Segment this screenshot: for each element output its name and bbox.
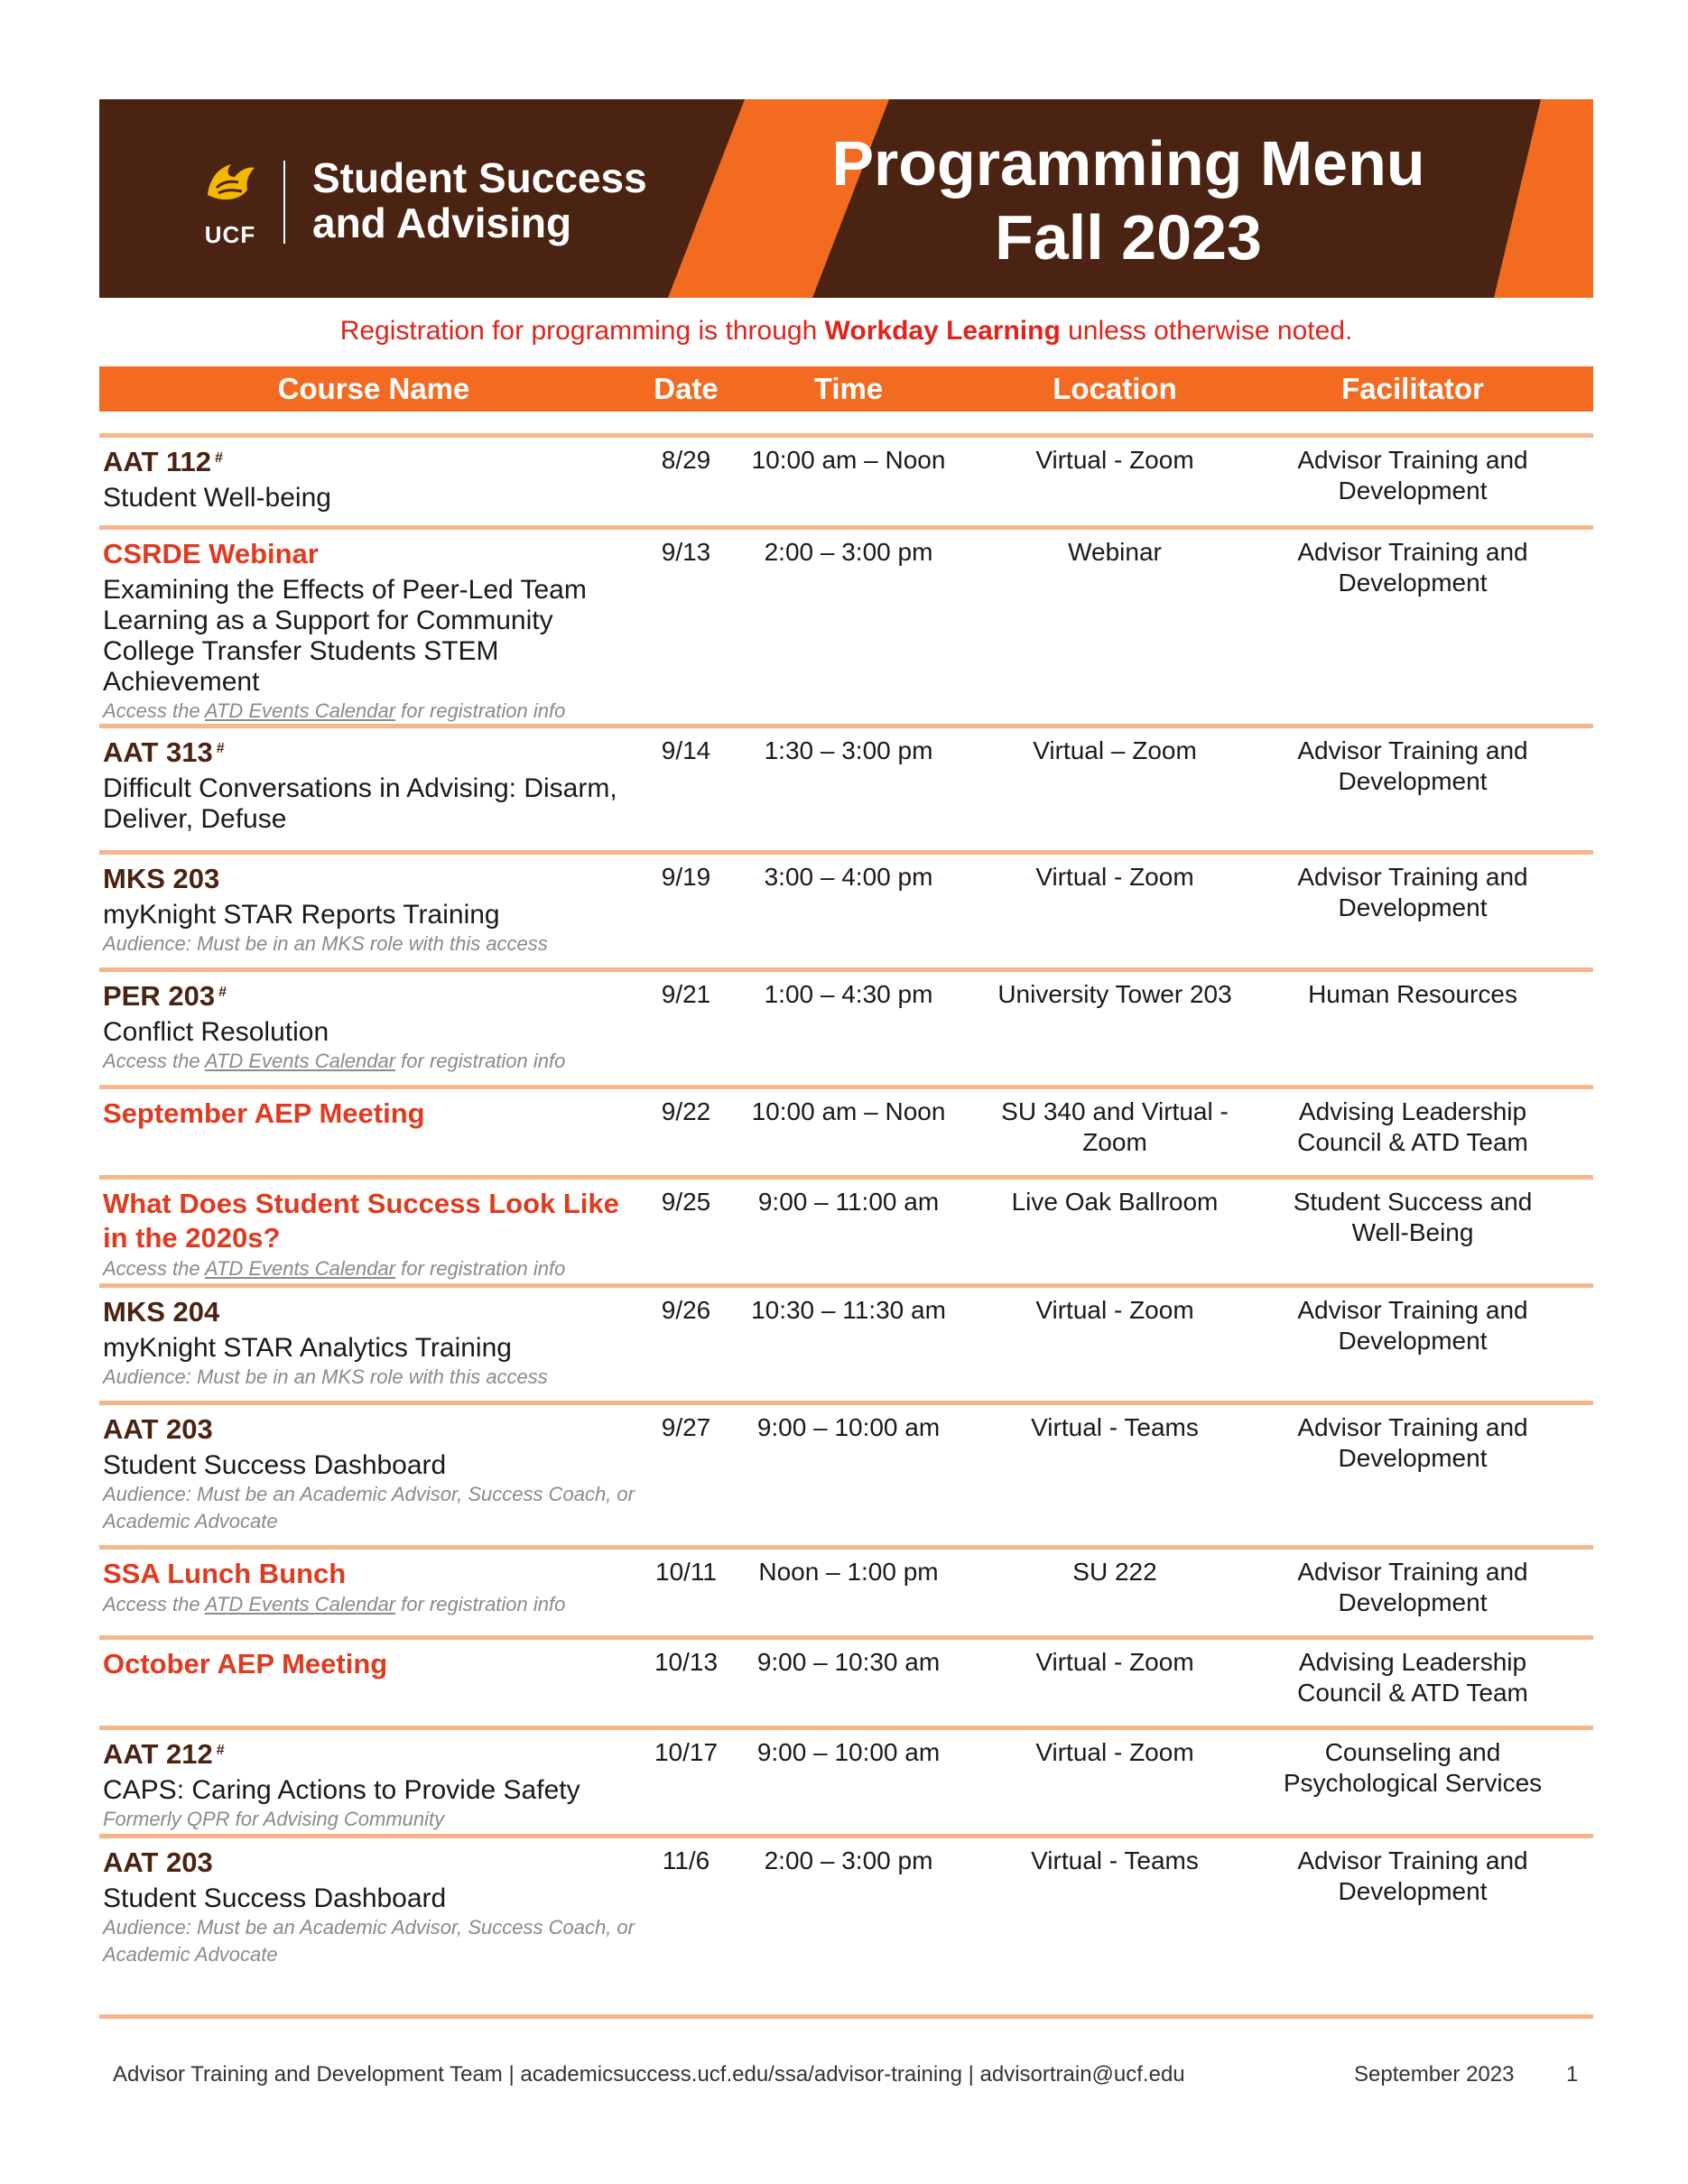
title-line-2: Fall 2023: [995, 202, 1262, 273]
atd-events-calendar-link[interactable]: ATD Events Calendar: [204, 1050, 396, 1072]
facilitator-cell: Advisor Training and Development: [1297, 1558, 1528, 1616]
course-code-text: PER 203: [103, 980, 216, 1012]
course-title: Student Well-being: [103, 483, 331, 513]
brand-line-2: and Advising: [312, 199, 572, 246]
facilitator-cell: Student Success and Well-Being: [1293, 1188, 1533, 1246]
course-name-cell: [103, 1846, 645, 1968]
location-cell: Live Oak Ballroom: [1011, 1188, 1219, 1216]
header-banner: [99, 99, 1593, 298]
location-cell: Virtual - Teams: [1031, 1846, 1199, 1874]
time-cell: 2:00 – 3:00 pm: [764, 1846, 933, 1874]
course-code: [103, 1737, 645, 1772]
date-cell: 9/22: [661, 1097, 711, 1125]
course-title: Examining the Effects of Peer-Led Team Learning as a Support for Community College Transfer Students STEM Achievement: [103, 575, 587, 697]
course-mark: #: [215, 450, 223, 466]
course-code: [103, 537, 645, 571]
course-code: [103, 1187, 645, 1255]
course-code: [103, 1846, 645, 1880]
time-cell: 9:00 – 10:30 am: [756, 1648, 941, 1676]
course-name-cell: [103, 445, 645, 514]
table-row: [99, 525, 1593, 722]
course-code: [103, 445, 645, 479]
time-cell: Noon – 1:00 pm: [758, 1558, 939, 1586]
ucf-logo-text: UCF: [204, 221, 256, 248]
course-code: [103, 1557, 645, 1591]
date-cell: 9/25: [661, 1188, 711, 1216]
facilitator-cell: Advisor Training and Development: [1297, 1296, 1528, 1355]
location-cell: Virtual - Zoom: [1035, 1648, 1194, 1676]
location-cell: Virtual - Zoom: [1035, 1296, 1194, 1324]
course-name-cell: [103, 1295, 645, 1391]
ucf-logo: [199, 152, 262, 249]
time-cell: 9:00 – 10:00 am: [756, 1738, 941, 1766]
time-cell: 2:00 – 3:00 pm: [764, 538, 933, 566]
facilitator-cell: Advisor Training and Development: [1297, 538, 1528, 597]
course-code-text: MKS 204: [103, 1296, 220, 1328]
page-number: 1: [1566, 2062, 1579, 2087]
facilitator-cell: Human Resources: [1308, 980, 1517, 1008]
course-name-cell: [103, 1412, 645, 1535]
course-note: Access the ATD Events Calendar for registration info: [103, 1050, 566, 1072]
location-cell: Virtual - Zoom: [1035, 446, 1194, 474]
time-cell: 10:30 – 11:30 am: [751, 1296, 946, 1324]
table-row: [99, 1085, 1593, 1156]
course-code-text: September AEP Meeting: [103, 1097, 425, 1129]
page-title: [812, 126, 1444, 274]
facilitator-cell: Advising Leadership Council & ATD Team: [1297, 1648, 1528, 1707]
table-row: [99, 724, 1593, 834]
brand-line-1: Student Success: [312, 154, 647, 201]
registration-text-before: Registration for programming is through: [339, 316, 825, 346]
course-code: [103, 1412, 645, 1447]
footer-date: September 2023: [1354, 2062, 1515, 2087]
course-name-cell: [103, 1097, 645, 1131]
facilitator-cell: Advisor Training and Development: [1297, 736, 1528, 795]
location-cell: Virtual - Teams: [1031, 1413, 1199, 1441]
date-cell: 9/26: [661, 1296, 711, 1324]
course-mark: #: [216, 1743, 225, 1758]
location-cell: Virtual - Zoom: [1035, 1738, 1194, 1766]
course-mark: #: [218, 985, 227, 1000]
course-title: Student Success Dashboard: [103, 1883, 447, 1913]
footer: [113, 2062, 1593, 2087]
location-cell: Virtual – Zoom: [1033, 736, 1197, 764]
brand-name: [312, 155, 647, 245]
table-row: [99, 1726, 1593, 1830]
registration-text-after: unless otherwise noted.: [1060, 316, 1353, 346]
course-title: Student Success Dashboard: [103, 1450, 447, 1480]
course-title: Conflict Resolution: [103, 1017, 329, 1047]
table-row: [99, 1283, 1593, 1388]
course-note: Audience: Must be in an MKS role with this access: [103, 932, 548, 955]
course-name-cell: [103, 1557, 645, 1618]
course-code-text: SSA Lunch Bunch: [103, 1558, 347, 1589]
course-code: [103, 1295, 645, 1329]
table-row: [99, 1175, 1593, 1280]
date-cell: 9/13: [661, 538, 711, 566]
atd-events-calendar-link[interactable]: ATD Events Calendar: [204, 699, 396, 722]
course-note: Audience: Must be an Academic Advisor, Success Coach, or Academic Advocate: [103, 1483, 635, 1532]
course-note: Audience: Must be an Academic Advisor, Success Coach, or Academic Advocate: [103, 1916, 635, 1966]
footer-contact: Advisor Training and Development Team | academicsuccess.ucf.edu/ssa/advisor-training | advisortrain@ucf.edu: [113, 2062, 1185, 2087]
time-cell: 9:00 – 11:00 am: [757, 1188, 940, 1216]
time-cell: 1:00 – 4:30 pm: [764, 980, 933, 1008]
course-note: Formerly QPR for Advising Community: [103, 1808, 445, 1830]
facilitator-cell: Advisor Training and Development: [1297, 1413, 1528, 1472]
time-cell: 10:00 am – Noon: [751, 446, 946, 474]
course-note: Access the ATD Events Calendar for registration info: [103, 699, 566, 722]
course-name-cell: [103, 1647, 645, 1681]
location-cell: SU 340 and Virtual - Zoom: [1001, 1097, 1229, 1156]
column-header-location: Location: [1053, 372, 1177, 405]
facilitator-cell: Counseling and Psychological Services: [1283, 1738, 1543, 1797]
course-note: Audience: Must be in an MKS role with this access: [103, 1365, 548, 1388]
facilitator-cell: Advisor Training and Development: [1297, 446, 1528, 504]
time-cell: 3:00 – 4:00 pm: [764, 863, 933, 891]
course-mark: #: [216, 741, 225, 756]
course-title: Difficult Conversations in Advising: Disarm, Deliver, Defuse: [103, 773, 617, 834]
course-code-text: What Does Student Success Look Like in the 2020s?: [103, 1188, 619, 1254]
course-code-text: October AEP Meeting: [103, 1648, 388, 1680]
column-header-facilitator: Facilitator: [1341, 372, 1484, 405]
date-cell: 9/27: [661, 1413, 711, 1441]
facilitator-cell: Advisor Training and Development: [1297, 1846, 1528, 1905]
course-code-text: AAT 112: [103, 446, 212, 477]
course-code: [103, 1647, 645, 1681]
course-code: [103, 979, 645, 1013]
course-name-cell: [103, 862, 645, 958]
facilitator-cell: Advisor Training and Development: [1297, 863, 1528, 921]
title-line-1: Programming Menu: [831, 128, 1425, 199]
course-code: [103, 862, 645, 896]
course-code: [103, 736, 645, 770]
date-cell: 9/21: [661, 980, 711, 1008]
course-name-cell: [103, 736, 645, 835]
course-title: myKnight STAR Analytics Training: [103, 1333, 512, 1363]
table-header: [99, 366, 1593, 412]
course-name-cell: [103, 979, 645, 1075]
date-cell: 10/17: [654, 1738, 719, 1766]
course-name-cell: [103, 1187, 645, 1282]
atd-events-calendar-link[interactable]: ATD Events Calendar: [204, 1257, 396, 1280]
atd-events-calendar-link[interactable]: ATD Events Calendar: [204, 1593, 396, 1615]
time-cell: 9:00 – 10:00 am: [756, 1413, 941, 1441]
date-cell: 10/13: [654, 1648, 719, 1676]
date-cell: 9/14: [661, 736, 711, 764]
time-cell: 1:30 – 3:00 pm: [764, 736, 933, 764]
column-header-time: Time: [813, 372, 884, 405]
course-code-text: CSRDE Webinar: [103, 538, 319, 569]
pegasus-icon: [199, 152, 262, 215]
course-code-text: AAT 313: [103, 736, 213, 768]
course-name-cell: [103, 537, 645, 725]
time-cell: 10:00 am – Noon: [751, 1097, 946, 1125]
date-cell: 9/19: [661, 863, 711, 891]
course-name-cell: [103, 1737, 645, 1833]
course-code-text: AAT 203: [103, 1413, 213, 1445]
course-note: Access the ATD Events Calendar for registration info: [103, 1257, 566, 1280]
table-row: [99, 1635, 1593, 1707]
column-header-course-name: Course Name: [277, 372, 470, 405]
workday-learning-text: Workday Learning: [824, 316, 1061, 346]
date-cell: 8/29: [661, 446, 711, 474]
logo-divider: [283, 161, 285, 244]
course-code-text: AAT 212: [103, 1738, 213, 1770]
date-cell: 10/11: [655, 1558, 717, 1586]
course-code-text: AAT 203: [103, 1846, 213, 1878]
date-cell: 11/6: [662, 1846, 710, 1874]
course-title: CAPS: Caring Actions to Provide Safety: [103, 1775, 580, 1805]
location-cell: SU 222: [1072, 1558, 1157, 1586]
registration-note: [99, 316, 1593, 347]
course-code-text: MKS 203: [103, 863, 220, 894]
location-cell: University Tower 203: [997, 980, 1232, 1008]
table-row: [99, 1545, 1593, 1616]
table-end-rule: [99, 2014, 1593, 2019]
course-title: myKnight STAR Reports Training: [103, 900, 500, 930]
location-cell: Webinar: [1068, 538, 1162, 566]
table-row: [99, 1834, 1593, 1966]
location-cell: Virtual - Zoom: [1035, 863, 1194, 891]
facilitator-cell: Advising Leadership Council & ATD Team: [1297, 1097, 1528, 1156]
table-row: [99, 850, 1593, 955]
table-row: [99, 967, 1593, 1072]
course-note: Access the ATD Events Calendar for registration info: [103, 1593, 566, 1615]
table-row: [99, 433, 1593, 513]
table-row: [99, 1401, 1593, 1532]
course-code: [103, 1097, 645, 1131]
column-header-date: Date: [654, 372, 719, 405]
